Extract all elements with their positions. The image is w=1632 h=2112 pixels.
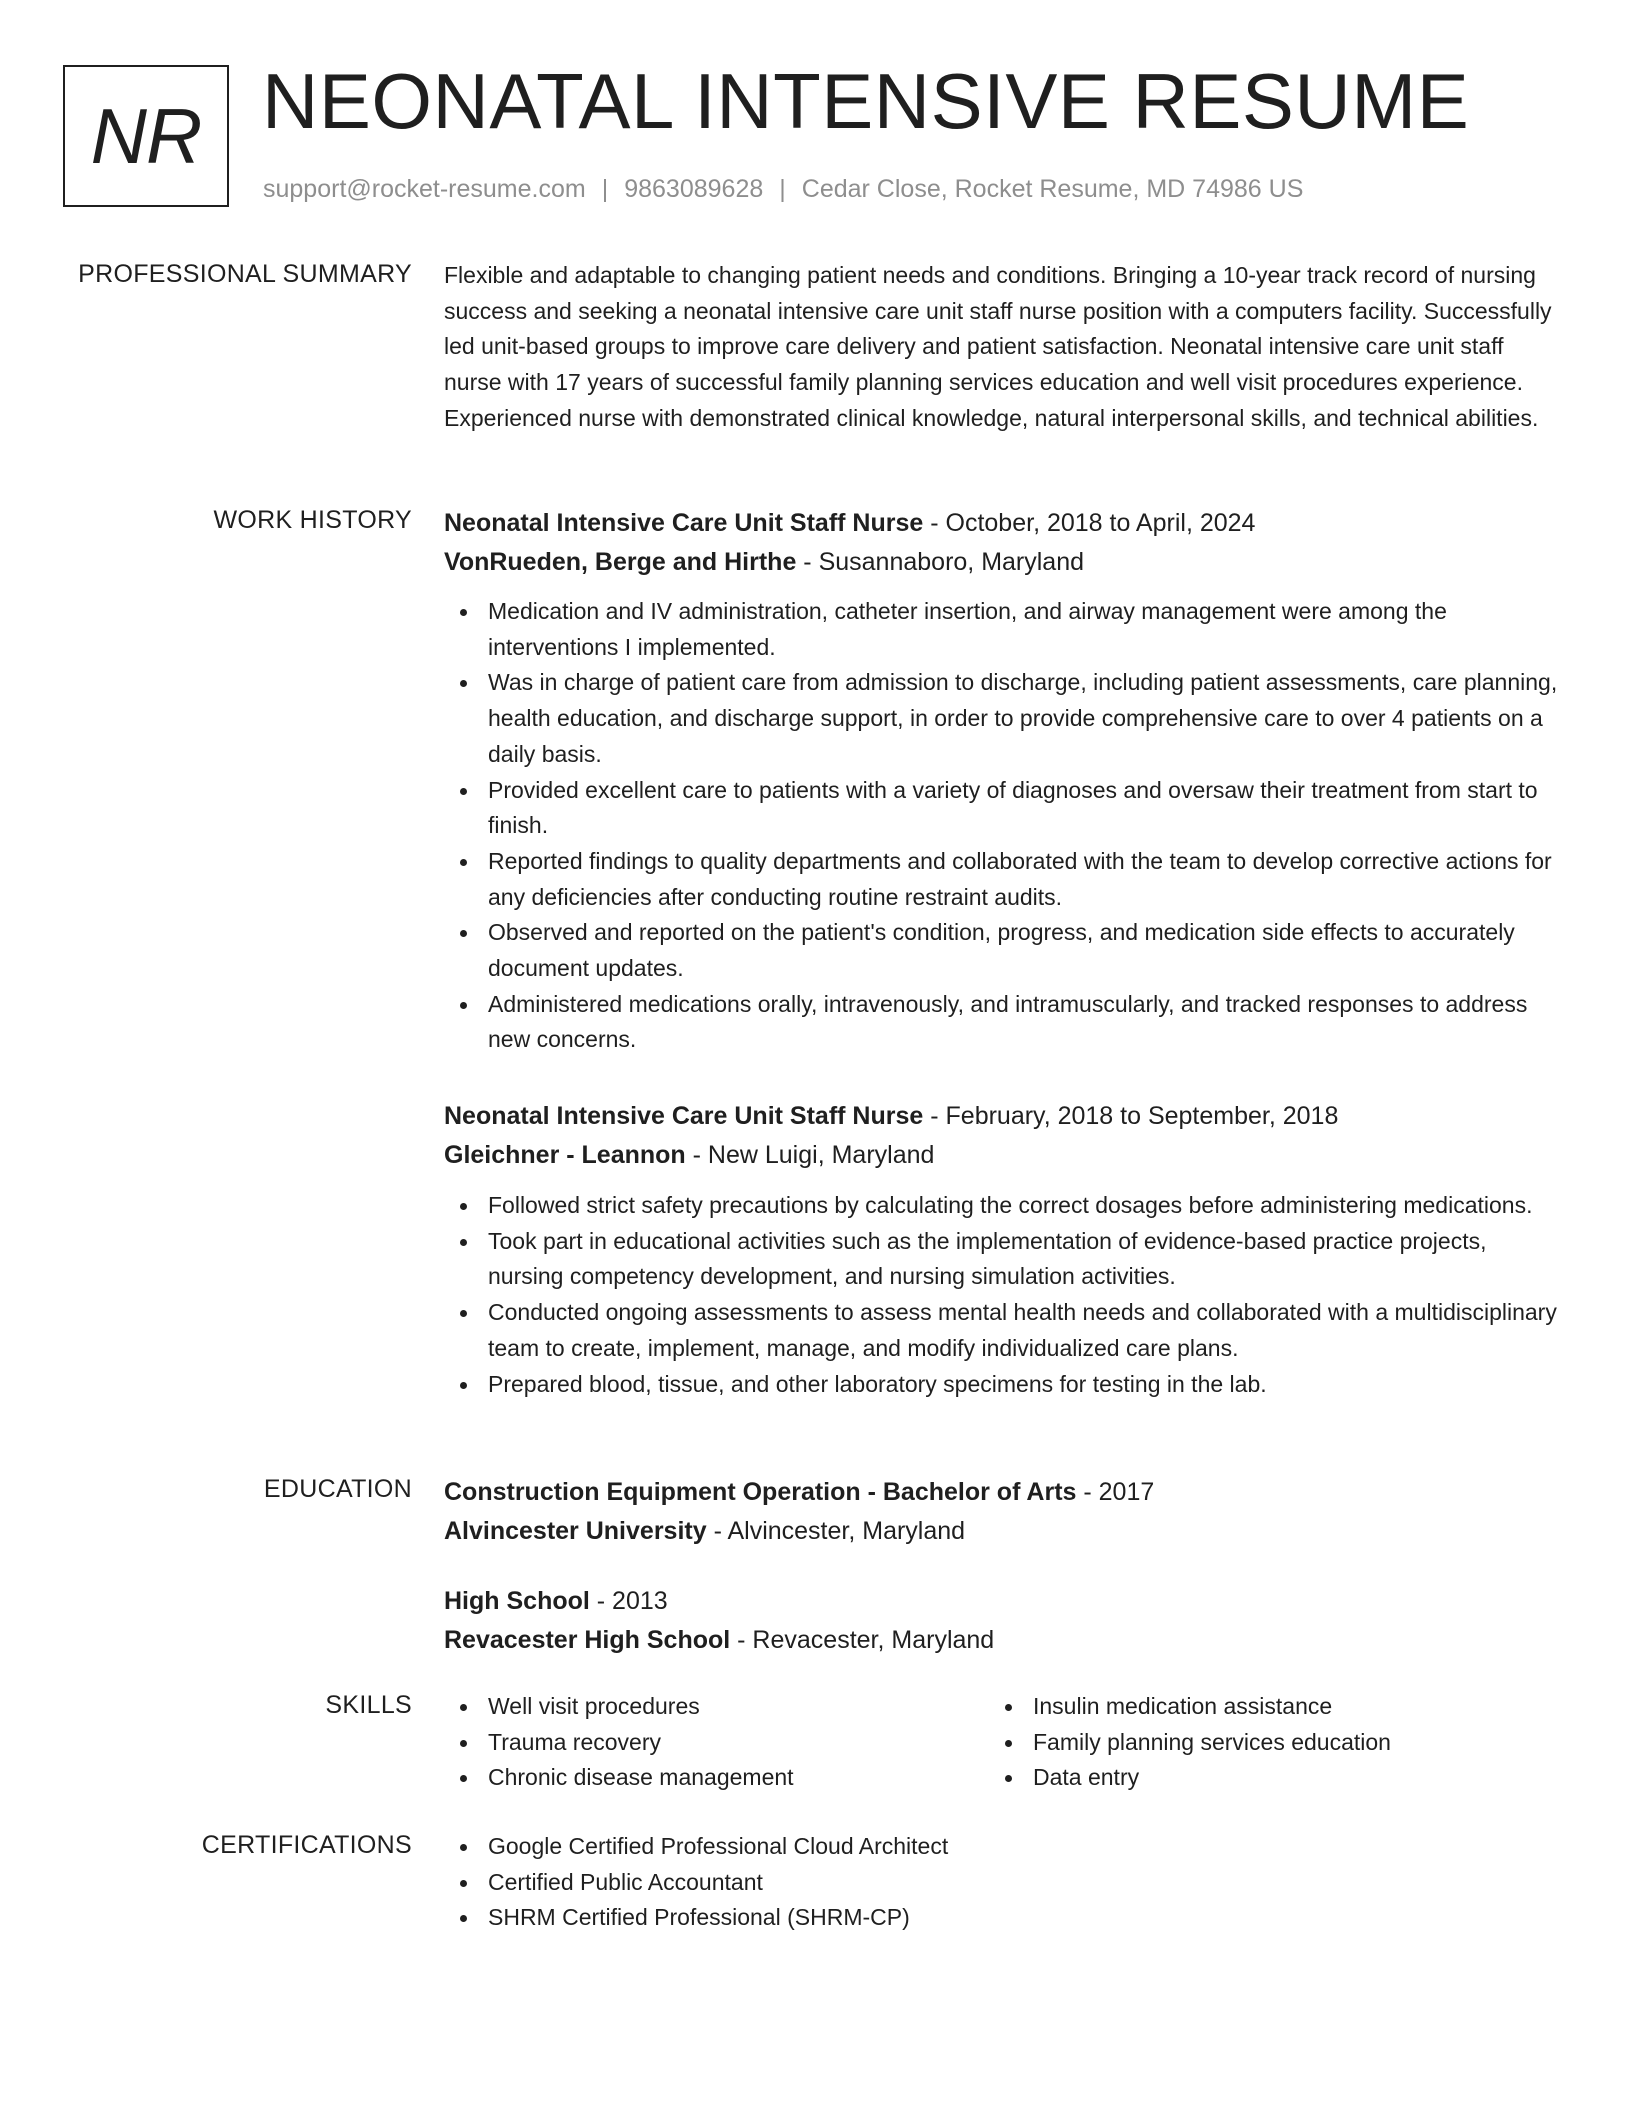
list-item: Followed strict safety precautions by calculating the correct dosages before administering medications. [444,1188,1560,1224]
school-line [444,1621,994,1660]
job-company-line [444,1136,1560,1175]
job-title-line [444,1097,1560,1136]
contact-separator: | [779,175,786,203]
job-title: Neonatal Intensive Care Unit Staff Nurse [444,509,924,537]
degree: Construction Equipment Operation - Bachelor of Arts [444,1478,1077,1506]
monogram-badge [63,65,229,207]
list-item: Took part in educational activities such as the implementation of evidence-based practice projects, nursing competency development, and nursing simulation activities. [444,1224,1560,1295]
list-item: Family planning services education [989,1725,1534,1761]
degree-line [444,1473,1560,1512]
job-company: VonRueden, Berge and Hirthe [444,548,797,576]
job-dates: - February, 2018 to September, 2018 [923,1102,1339,1130]
skills-list-left [444,1689,989,1796]
job-bullets [444,1188,1560,1402]
skills-columns [444,1689,1560,1796]
job-dates: - October, 2018 to April, 2024 [923,509,1256,537]
list-item: Prepared blood, tissue, and other laboratory specimens for testing in the lab. [444,1367,1560,1403]
job-company: Gleichner - Leannon [444,1141,686,1169]
graduation-year: - 2013 [589,1587,668,1615]
list-item: Administered medications orally, intravenously, and intramuscularly, and tracked responses to address new concerns. [444,987,1560,1058]
section-heading: PROFESSIONAL SUMMARY [78,260,412,288]
list-item: Insulin medication assistance [989,1689,1534,1725]
education-entry [444,1473,1560,1551]
list-item: Google Certified Professional Cloud Architect [444,1829,1560,1865]
contact-separator: | [601,175,609,203]
list-item: Provided excellent care to patients with a variety of diagnoses and oversaw their treatment from start to finish. [444,773,1560,844]
section-heading: WORK HISTORY [213,506,412,534]
skills-body [444,1689,1560,1796]
monogram-initials: NR [90,91,202,180]
education-entry [444,1582,994,1660]
section-heading: SKILLS [325,1691,412,1719]
summary-text: Flexible and adaptable to changing patient needs and conditions. Bringing a 10-year track record of nursing success and seeking a neonatal intensive care unit staff nurse position with a computers facility. Successfully led unit-based groups to improve care delivery and patient satisfaction. Neonatal intensive care unit staff nurse with 17 years of successful family planning services education and well visit procedures experience. Experienced nurse with demonstrated clinical knowledge, natural interpersonal skills, and technical abilities. [444,262,1552,431]
certifications-list [444,1829,1560,1936]
job-location: - New Luigi, Maryland [685,1141,935,1169]
list-item: Observed and reported on the patient's condition, progress, and medication side effects to accurately document updates. [444,915,1560,986]
contact-line [263,174,1303,204]
list-item: Certified Public Accountant [444,1865,1560,1901]
job-entry [444,504,1560,1058]
skills-list-right [989,1689,1534,1796]
degree-line [444,1582,994,1621]
job-bullets [444,594,1560,1058]
list-item: Reported findings to quality departments and collaborated with the team to develop corrective actions for any deficiencies after conducting routine restraint audits. [444,844,1560,915]
job-title-line [444,504,1560,543]
contact-email[interactable]: support@rocket-resume.com [263,175,586,203]
contact-phone[interactable]: 9863089628 [624,175,764,203]
graduation-year: - 2017 [1076,1478,1155,1506]
job-entry [444,1097,1560,1402]
school-line [444,1512,1560,1551]
list-item: Medication and IV administration, catheter insertion, and airway management were among the interventions I implemented. [444,594,1560,665]
job-location: - Susannaboro, Maryland [796,548,1085,576]
degree: High School [444,1587,590,1615]
job-title: Neonatal Intensive Care Unit Staff Nurse [444,1102,924,1130]
education-body [444,1473,1560,1654]
list-item: Conducted ongoing assessments to assess mental health needs and collaborated with a multidisciplinary team to create, implement, manage, and modify individualized care plans. [444,1295,1560,1366]
list-item: SHRM Certified Professional (SHRM-CP) [444,1900,1560,1936]
certifications-body [444,1829,1560,1936]
school-location: - Revacester, Maryland [730,1626,995,1654]
list-item: Was in charge of patient care from admission to discharge, including patient assessments, care planning, health education, and discharge support, in order to provide comprehensive care to over 4 patients on a daily basis. [444,665,1560,772]
school-name: Alvincester University [444,1517,707,1545]
list-item: Chronic disease management [444,1760,989,1796]
summary-body [444,258,1560,437]
resume-title: NEONATAL INTENSIVE RESUME [262,57,1470,145]
list-item: Trauma recovery [444,1725,989,1761]
school-location: - Alvincester, Maryland [706,1517,966,1545]
job-company-line [444,543,1560,582]
section-heading: EDUCATION [263,1475,412,1503]
list-item: Data entry [989,1760,1534,1796]
school-name: Revacester High School [444,1626,731,1654]
work-history-body [444,504,1560,1397]
contact-address: Cedar Close, Rocket Resume, MD 74986 US [801,175,1304,203]
section-heading: CERTIFICATIONS [201,1831,412,1859]
list-item: Well visit procedures [444,1689,989,1725]
